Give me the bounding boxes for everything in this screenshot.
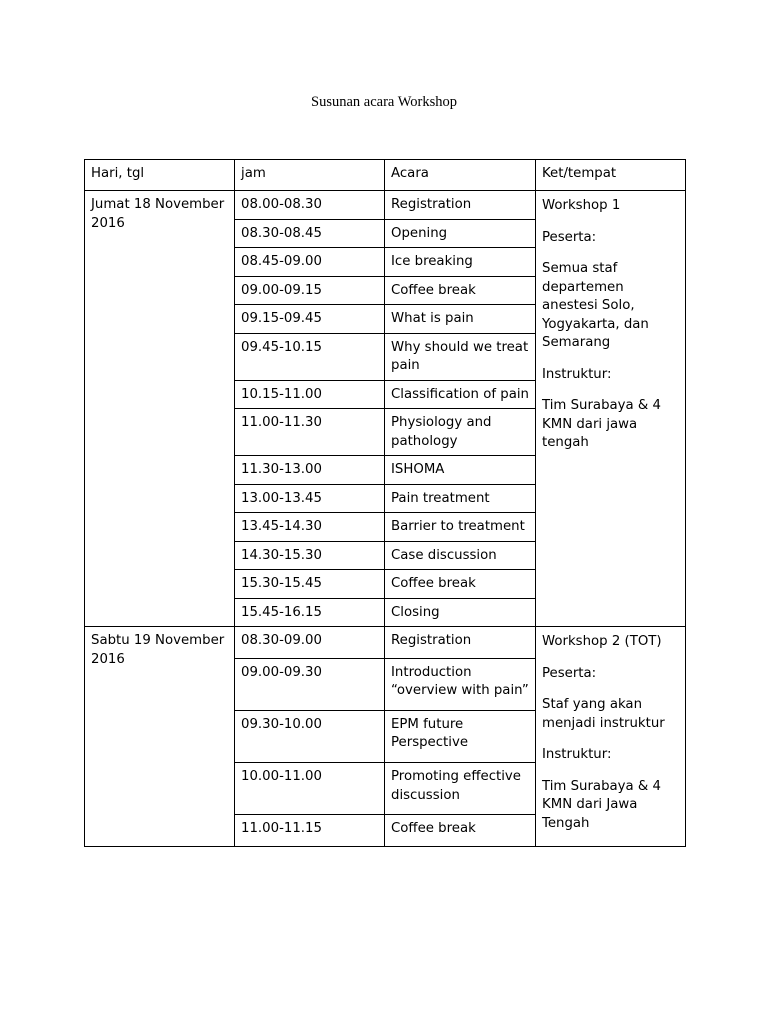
session-time: 10.15-11.00 bbox=[235, 380, 385, 409]
day-date: Sabtu 19 November 2016 bbox=[91, 633, 225, 667]
session-event: Classification of pain bbox=[385, 380, 536, 409]
session-event: Introduction “overview with pain” bbox=[385, 658, 536, 710]
header-event: Acara bbox=[385, 160, 536, 191]
session-time: 08.00-08.30 bbox=[235, 191, 385, 220]
session-time: 10.00-11.00 bbox=[235, 763, 385, 815]
session-event: ISHOMA bbox=[385, 456, 536, 485]
session-time: 09.00-09.30 bbox=[235, 658, 385, 710]
note-line: Instruktur: bbox=[542, 366, 612, 382]
document-title: Susunan acara Workshop bbox=[311, 94, 457, 110]
schedule-table bbox=[84, 159, 686, 847]
session-event: What is pain bbox=[385, 305, 536, 334]
header-note: Ket/tempat bbox=[536, 160, 686, 191]
note-line: Peserta: bbox=[542, 665, 597, 681]
session-event: Case discussion bbox=[385, 541, 536, 570]
header-row bbox=[85, 160, 686, 191]
header-time: jam bbox=[235, 160, 385, 191]
session-time: 15.45-16.15 bbox=[235, 598, 385, 627]
note-line: Tim Surabaya & 4 KMN dari jawa tengah bbox=[542, 398, 661, 450]
note-line: Workshop 2 (TOT) bbox=[542, 634, 662, 649]
note-line: Semua staf departemen anestesi Solo, Yogyakarta, dan Semarang bbox=[542, 261, 649, 350]
session-event: Ice breaking bbox=[385, 248, 536, 277]
session-event: Why should we treat pain bbox=[385, 333, 536, 380]
session-time: 14.30-15.30 bbox=[235, 541, 385, 570]
session-event: Promoting effective discussion bbox=[385, 763, 536, 815]
session-event: Registration bbox=[385, 191, 536, 220]
session-event: Opening bbox=[385, 219, 536, 248]
day-cell bbox=[85, 191, 235, 627]
session-event: Registration bbox=[385, 627, 536, 659]
day-date: Jumat 18 November 2016 bbox=[91, 197, 225, 231]
session-time: 08.45-09.00 bbox=[235, 248, 385, 277]
session-row bbox=[85, 191, 686, 220]
day-cell bbox=[85, 627, 235, 847]
session-event: Barrier to treatment bbox=[385, 513, 536, 542]
session-time: 08.30-09.00 bbox=[235, 627, 385, 659]
session-event: Coffee break bbox=[385, 815, 536, 847]
session-event: Physiology and pathology bbox=[385, 409, 536, 456]
session-row bbox=[85, 627, 686, 659]
session-time: 13.45-14.30 bbox=[235, 513, 385, 542]
session-time: 08.30-08.45 bbox=[235, 219, 385, 248]
note-line: Tim Surabaya & 4 KMN dari Jawa Tengah bbox=[542, 778, 661, 831]
session-time: 09.00-09.15 bbox=[235, 276, 385, 305]
session-time: 11.30-13.00 bbox=[235, 456, 385, 485]
session-time: 09.45-10.15 bbox=[235, 333, 385, 380]
note-cell bbox=[536, 191, 686, 627]
session-event: Coffee break bbox=[385, 570, 536, 599]
session-event: Pain treatment bbox=[385, 484, 536, 513]
note-line: Staf yang akan menjadi instruktur bbox=[542, 697, 665, 731]
session-time: 15.30-15.45 bbox=[235, 570, 385, 599]
note-line: Peserta: bbox=[542, 229, 597, 245]
session-time: 11.00-11.15 bbox=[235, 815, 385, 847]
session-time: 09.30-10.00 bbox=[235, 710, 385, 762]
session-time: 09.15-09.45 bbox=[235, 305, 385, 334]
header-day: Hari, tgl bbox=[85, 160, 235, 191]
note-line: Instruktur: bbox=[542, 747, 612, 762]
session-event: EPM future Perspective bbox=[385, 710, 536, 762]
session-event: Closing bbox=[385, 598, 536, 627]
note-cell bbox=[536, 627, 686, 847]
session-time: 11.00-11.30 bbox=[235, 409, 385, 456]
session-event: Coffee break bbox=[385, 276, 536, 305]
session-time: 13.00-13.45 bbox=[235, 484, 385, 513]
note-line: Workshop 1 bbox=[542, 198, 621, 213]
